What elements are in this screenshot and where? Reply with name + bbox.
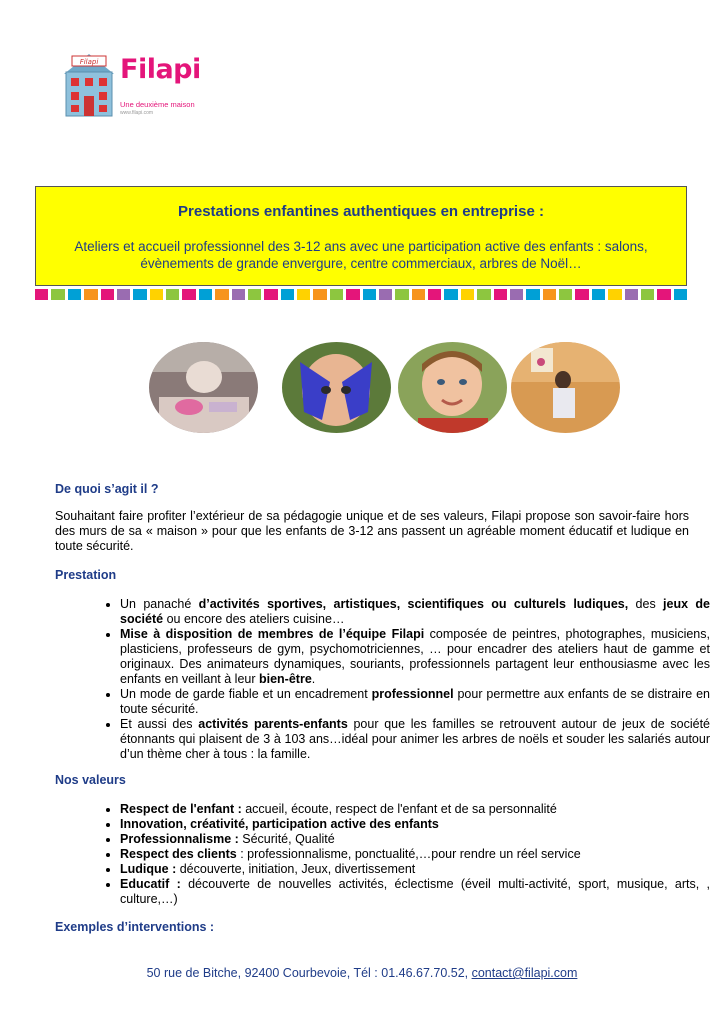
stripe-segment xyxy=(35,289,48,300)
logo-name: Filapi xyxy=(120,54,201,85)
stripe-segment xyxy=(543,289,556,300)
value-item xyxy=(120,802,710,817)
stripe-segment xyxy=(313,289,326,300)
stripe-segment xyxy=(641,289,654,300)
banner-subtitle: Ateliers et accueil professionnel des 3-12 ans avec une participation active des enfants : salons, évènements de grande envergure, centre commerciaux, arbres de Noël… xyxy=(74,239,648,271)
prestation-item xyxy=(120,597,710,627)
heading-examples: Exemples d’interventions : xyxy=(55,920,215,934)
prestation-text-pre: Et aussi des xyxy=(120,717,199,731)
prestation-text-pre: Un mode de garde fiable et un encadrement xyxy=(120,687,372,701)
value-label: Respect des clients xyxy=(120,847,237,861)
heading-values: Nos valeurs xyxy=(55,773,126,787)
stripe-segment xyxy=(461,289,474,300)
stripe-segment xyxy=(592,289,605,300)
stripe-segment xyxy=(182,289,195,300)
prestation-text-mid: pour permettre aux enfants de se distraire en toute sécurité. xyxy=(120,687,710,716)
stripe-segment xyxy=(575,289,588,300)
stripe-segment xyxy=(150,289,163,300)
photo-child-crafts xyxy=(149,342,258,433)
stripe-segment xyxy=(215,289,228,300)
prestation-text-b1: activités parents-enfants xyxy=(198,717,348,731)
stripe-segment xyxy=(608,289,621,300)
prestation-text-b1: d’activités sportives, artistiques, scientifiques ou culturels ludiques, xyxy=(198,597,629,611)
stripe-segment xyxy=(199,289,212,300)
prestation-item xyxy=(120,687,710,717)
house-logo-icon xyxy=(60,52,118,120)
prestation-text-b1: Mise à disposition de membres de l’équipe Filapi xyxy=(120,627,425,641)
stripe-segment xyxy=(559,289,572,300)
prestation-item xyxy=(120,627,710,687)
value-label: Respect de l'enfant : xyxy=(120,802,242,816)
stripe-segment xyxy=(674,289,687,300)
stripe-segment xyxy=(412,289,425,300)
values-list xyxy=(100,802,710,907)
footer-email-link[interactable]: contact@filapi.com xyxy=(471,966,578,980)
stripe-segment xyxy=(133,289,146,300)
value-text: accueil, écoute, respect de l'enfant et de sa personnalité xyxy=(241,802,557,816)
stripe-segment xyxy=(297,289,310,300)
value-label: Educatif : xyxy=(120,877,181,891)
prestation-text-b1: professionnel xyxy=(371,687,454,701)
stripe-segment xyxy=(494,289,507,300)
prestation-text-b2: bien-être xyxy=(258,672,312,686)
stripe-segment xyxy=(510,289,523,300)
stripe-segment xyxy=(657,289,670,300)
color-stripe xyxy=(35,289,687,300)
heading-what: De quoi s’agit il ? xyxy=(55,482,159,496)
stripe-segment xyxy=(444,289,457,300)
stripe-segment xyxy=(51,289,64,300)
stripe-segment xyxy=(330,289,343,300)
banner-title: Prestations enfantines authentiques en entreprise : xyxy=(178,203,544,220)
prestation-text-mid: des xyxy=(628,597,664,611)
prestation-text-b2: jeux de société xyxy=(120,597,710,626)
stripe-segment xyxy=(232,289,245,300)
stripe-segment xyxy=(117,289,130,300)
photo-climbing-child xyxy=(511,342,620,433)
prestation-text-mid: pour que les familles se retrouvent autour de jeux de société étonnants qui plaisent de 3 à 103 ans…idéal pour animer les arbres de noëls et souder les salariés autour d’un thème cher à tous : la famille. xyxy=(120,717,710,761)
stripe-segment xyxy=(84,289,97,300)
value-text: Sécurité, Qualité xyxy=(238,832,335,846)
value-label: Professionnalisme : xyxy=(120,832,239,846)
stripe-segment xyxy=(248,289,261,300)
stripe-segment xyxy=(346,289,359,300)
paragraph-what: Souhaitant faire profiter l’extérieur de sa pédagogie unique et de ses valeurs, Filapi propose son savoir-faire hors des murs de sa « maison » pour que les enfants de 3-12 ans passent un agréable moment éducatif et ludique en toute sécurité. xyxy=(55,509,689,553)
stripe-segment xyxy=(101,289,114,300)
stripe-segment xyxy=(281,289,294,300)
value-item xyxy=(120,862,710,877)
prestation-item xyxy=(120,717,710,762)
filapi-logo xyxy=(60,52,200,132)
stripe-segment xyxy=(264,289,277,300)
stripe-segment xyxy=(363,289,376,300)
logo-tagline: Une deuxième maison xyxy=(120,100,195,109)
prestation-text-mid: composée de peintres, photographes, musiciens, plasticiens, professeurs de gym, psychomotriciennes, … pour encadrer des ateliers haut de gamme et originaux. Des animateurs dynamiques, souriants, professionnels partagent leur enthousiasme avec les enfants en veillant à leur xyxy=(120,627,710,686)
stripe-segment xyxy=(379,289,392,300)
value-item xyxy=(120,877,710,907)
stripe-segment xyxy=(166,289,179,300)
heading-prestation: Prestation xyxy=(55,568,117,582)
value-text: découverte de nouvelles activités, éclectisme (éveil multi-activité, sport, musique, arts, , culture,…) xyxy=(120,877,710,906)
stripe-segment xyxy=(68,289,81,300)
value-item xyxy=(120,847,710,862)
stripe-segment xyxy=(625,289,638,300)
footer-address: 50 rue de Bitche, 92400 Courbevoie, Tél : 01.46.67.70.52, xyxy=(146,966,472,980)
logo-sign: Filapi xyxy=(79,58,99,66)
logo-url: www.filapi.com xyxy=(120,110,154,116)
stripe-segment xyxy=(526,289,539,300)
photo-painted-hands xyxy=(282,342,391,433)
photo-smiling-boy xyxy=(398,342,507,433)
prestation-text-post: . xyxy=(311,672,316,686)
value-item xyxy=(120,832,710,847)
prestation-text-post: ou encore des ateliers cuisine… xyxy=(163,612,345,626)
value-label: Innovation, créativité, participation active des enfants xyxy=(120,817,439,831)
prestation-list xyxy=(100,597,710,762)
yellow-banner xyxy=(35,186,687,286)
prestation-text-pre: Un panaché xyxy=(120,597,199,611)
value-label: Ludique : xyxy=(120,862,177,876)
stripe-segment xyxy=(477,289,490,300)
footer xyxy=(0,966,724,980)
value-text: découverte, initiation, Jeux, divertissement xyxy=(176,862,416,876)
value-text: : professionnalisme, ponctualité,…pour rendre un réel service xyxy=(236,847,581,861)
stripe-segment xyxy=(395,289,408,300)
value-item xyxy=(120,817,710,832)
stripe-segment xyxy=(428,289,441,300)
